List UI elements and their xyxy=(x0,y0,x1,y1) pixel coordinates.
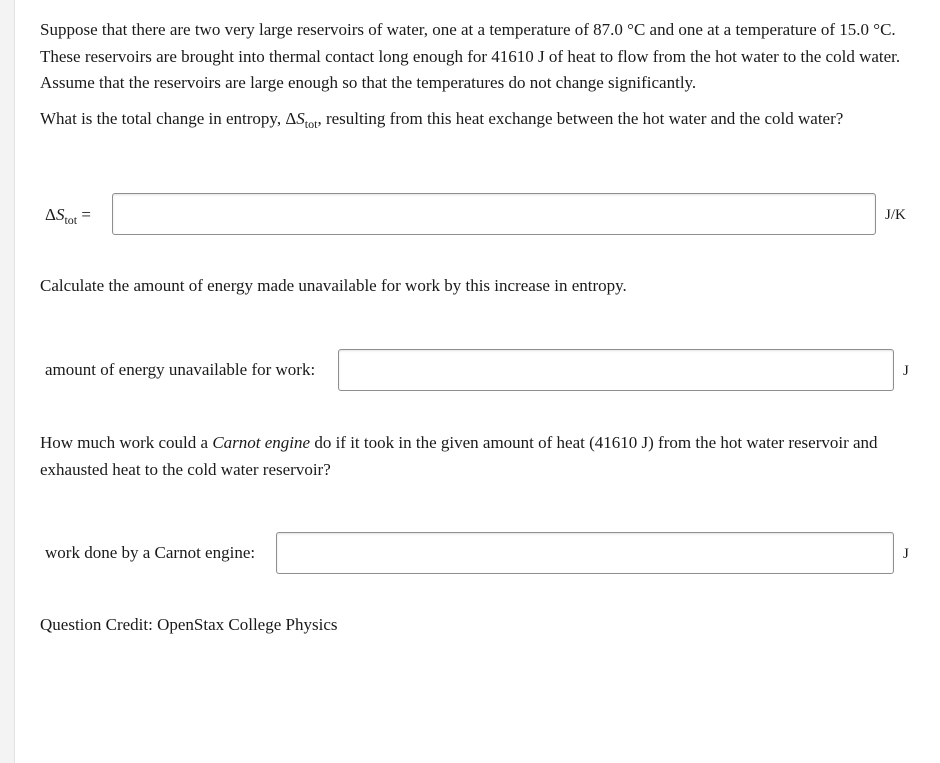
entropy-label-delta: Δ xyxy=(45,205,56,224)
entropy-question xyxy=(40,106,910,134)
carnot-question xyxy=(40,430,910,483)
unavailable-energy-input[interactable] xyxy=(338,349,894,391)
entropy-label-s: S xyxy=(55,205,65,224)
carnot-question-prefix: How much work could a xyxy=(40,433,213,452)
carnot-work-label: work done by a Carnot engine: xyxy=(45,543,256,562)
unavailable-energy-unit: J xyxy=(903,363,909,379)
carnot-work-unit: J xyxy=(903,546,909,562)
entropy-input[interactable] xyxy=(112,193,876,235)
question-credit: Question Credit: OpenStax College Physics xyxy=(40,615,338,634)
carnot-question-emphasis: Carnot engine xyxy=(212,433,311,452)
entropy-label-sub: tot xyxy=(64,213,78,227)
carnot-work-input[interactable] xyxy=(276,532,894,574)
unavailable-energy-question: Calculate the amount of energy made unavailable for work by this increase in entropy. xyxy=(40,276,627,295)
entropy-symbol-s: S xyxy=(296,109,305,128)
unavailable-energy-label: amount of energy unavailable for work: xyxy=(45,360,316,379)
problem-statement: Suppose that there are two very large reservoirs of water, one at a temperature of 87.0 °C and one at a temperature of 15.0 °C. These reservoirs are brought into thermal contact long enough for 41610 J of heat to flow from the hot water to the cold water. Assume that the reservoirs are large enough so that the temperatures do not change significantly. xyxy=(40,20,901,92)
entropy-answer-label xyxy=(45,205,91,226)
carnot-question-suffix: do if it took in the given amount of heat (41610 J) from the hot water reservoir and exhausted heat to the cold water reservoir? xyxy=(40,433,878,479)
question-panel xyxy=(14,0,940,763)
entropy-symbol-delta: Δ xyxy=(285,109,297,128)
entropy-unit: J/K xyxy=(885,207,906,223)
entropy-label-equals: = xyxy=(77,205,91,224)
entropy-question-prefix: What is the total change in entropy, xyxy=(40,109,286,128)
entropy-question-suffix: , resulting from this heat exchange between the hot water and the cold water? xyxy=(317,109,844,128)
entropy-symbol-sub: tot xyxy=(304,117,318,131)
